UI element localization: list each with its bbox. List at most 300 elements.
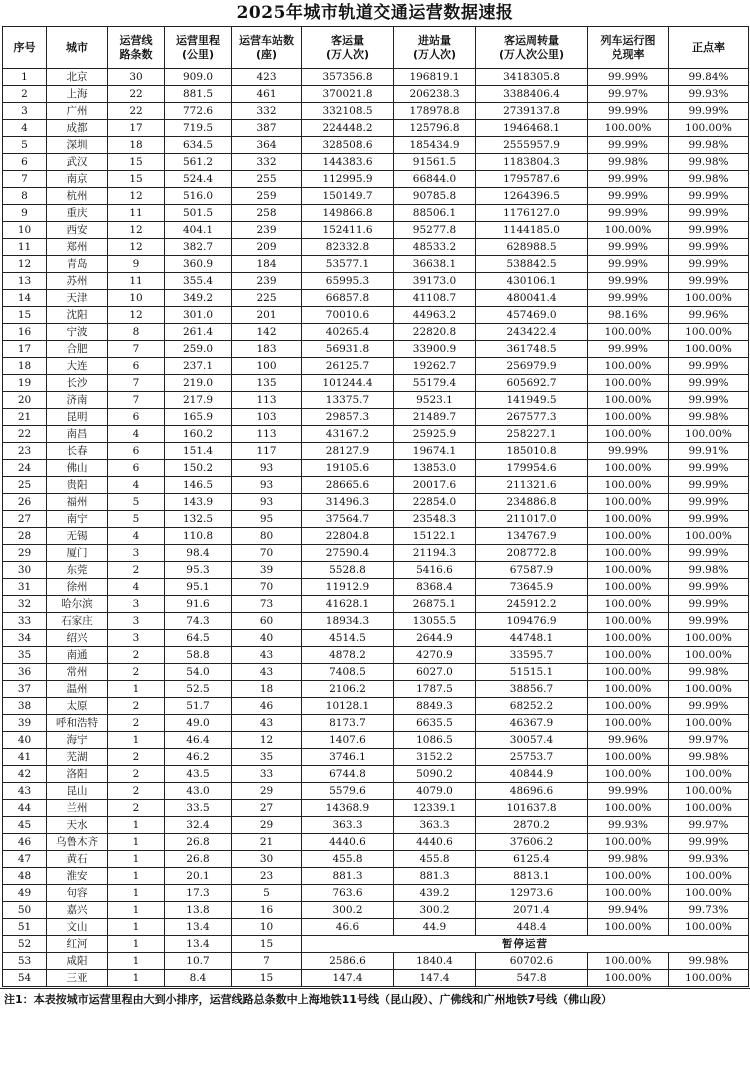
table-row [3,120,749,137]
table-cell: 4440.6 [302,834,394,851]
table-row [3,392,749,409]
table-cell: 3418305.8 [476,69,588,86]
table-cell: 99.84% [669,69,749,86]
column-header [669,27,749,69]
table-cell: 259.0 [165,341,232,358]
table-cell: 33 [3,613,47,630]
table-cell: 6 [108,460,165,477]
table-cell: 43 [232,715,302,732]
table-cell: 2586.6 [302,953,394,970]
city-cell: 深圳 [47,137,108,154]
table-cell: 44.9 [394,919,476,936]
table-row [3,494,749,511]
city-cell: 南昌 [47,426,108,443]
table-cell: 100.00% [588,953,669,970]
table-cell: 98.4 [165,545,232,562]
column-header-text: (万人次) [412,47,457,61]
column-header [302,27,394,69]
table-cell: 70010.6 [302,307,394,324]
table-cell: 480041.4 [476,290,588,307]
table-cell: 6125.4 [476,851,588,868]
table-cell: 12 [108,239,165,256]
table-row [3,647,749,664]
table-cell: 144383.6 [302,154,394,171]
table-cell: 2 [108,647,165,664]
table-cell: 8 [3,188,47,205]
table-cell: 4270.9 [394,647,476,664]
column-header-text: 列车运行图 [600,33,656,47]
table-cell: 99.93% [669,851,749,868]
city-cell: 成都 [47,120,108,137]
table-cell: 24 [3,460,47,477]
table-cell: 19674.1 [394,443,476,460]
table-cell: 100.00% [588,494,669,511]
table-cell: 22804.8 [302,528,394,545]
table-cell: 100.00% [588,579,669,596]
table-cell: 12 [3,256,47,273]
table-cell: 7 [108,375,165,392]
table-cell: 2 [108,766,165,783]
table-cell: 100.00% [588,834,669,851]
table-row [3,273,749,290]
table-cell: 5 [3,137,47,154]
table-row [3,970,749,987]
city-cell: 石家庄 [47,613,108,630]
table-cell: 100.00% [588,919,669,936]
table-row [3,171,749,188]
table-cell: 100.00% [669,868,749,885]
table-cell: 561.2 [165,154,232,171]
table-cell: 628988.5 [476,239,588,256]
table-cell: 4 [108,477,165,494]
table-cell: 100.00% [588,613,669,630]
table-cell: 19105.6 [302,460,394,477]
table-cell: 100.00% [588,715,669,732]
city-cell: 福州 [47,494,108,511]
table-cell: 9523.1 [394,392,476,409]
table-cell: 29857.3 [302,409,394,426]
table-cell: 8 [108,324,165,341]
table-cell: 22 [108,103,165,120]
table-cell: 12 [108,307,165,324]
table-cell: 2 [108,562,165,579]
table-cell: 219.0 [165,375,232,392]
column-header [232,27,302,69]
table-cell: 99.99% [588,783,669,800]
table-cell: 100.00% [588,222,669,239]
table-cell: 245912.2 [476,596,588,613]
table-cell: 8.4 [165,970,232,987]
table-cell: 30057.4 [476,732,588,749]
table-row [3,375,749,392]
column-header-text: (万人次公里) [498,47,565,61]
table-cell: 99.99% [669,375,749,392]
table-row [3,511,749,528]
table-cell: 41 [3,749,47,766]
table-cell: 100.00% [669,715,749,732]
table-cell: 634.5 [165,137,232,154]
table-cell: 7 [3,171,47,188]
table-cell: 100.00% [669,783,749,800]
table-cell: 70 [232,545,302,562]
table-row [3,783,749,800]
table-row [3,868,749,885]
table-cell: 110.8 [165,528,232,545]
footnote: 注1：本表按城市运营里程由大到小排序，运营线路总条数中上海地铁11号线（昆山段）、广佛线和广州地铁7号线（佛山段） [0,988,750,1009]
table-cell: 99.98% [588,154,669,171]
table-cell: 21 [232,834,302,851]
table-cell: 100.00% [669,324,749,341]
table-cell: 37 [3,681,47,698]
table-cell: 132.5 [165,511,232,528]
column-header-text: (万人次) [325,47,370,61]
table-cell: 39 [3,715,47,732]
table-cell: 44963.2 [394,307,476,324]
table-cell: 6744.8 [302,766,394,783]
city-cell: 无锡 [47,528,108,545]
table-cell: 98.16% [588,307,669,324]
table-cell: 150149.7 [302,188,394,205]
table-cell: 99.99% [669,477,749,494]
table-cell: 6 [108,409,165,426]
table-cell: 11 [108,205,165,222]
table-cell: 29 [3,545,47,562]
table-cell: 88506.1 [394,205,476,222]
table-cell: 48533.2 [394,239,476,256]
table-cell: 90785.8 [394,188,476,205]
table-cell: 12339.1 [394,800,476,817]
table-cell: 8849.3 [394,698,476,715]
table-cell: 117 [232,443,302,460]
table-cell: 239 [232,273,302,290]
table-cell: 237.1 [165,358,232,375]
table-cell: 259 [232,188,302,205]
table-cell: 100.00% [588,545,669,562]
table-cell: 100.00% [588,800,669,817]
table-cell: 30 [232,851,302,868]
table-cell: 10.7 [165,953,232,970]
table-cell: 27590.4 [302,545,394,562]
city-cell: 长沙 [47,375,108,392]
column-header-text: (座) [255,47,278,61]
table-cell: 51515.1 [476,664,588,681]
table-cell: 29 [232,783,302,800]
table-cell: 332 [232,103,302,120]
table-cell: 243422.4 [476,324,588,341]
table-row [3,749,749,766]
table-cell: 100.00% [588,375,669,392]
table-cell: 7408.5 [302,664,394,681]
table-cell: 100.00% [588,511,669,528]
table-cell: 27 [232,800,302,817]
table-cell: 256979.9 [476,358,588,375]
table-cell: 21194.3 [394,545,476,562]
table-cell: 430106.1 [476,273,588,290]
table-cell: 1840.4 [394,953,476,970]
table-cell: 18 [3,358,47,375]
table-cell: 31 [3,579,47,596]
table-cell: 103 [232,409,302,426]
table-cell: 206238.3 [394,86,476,103]
table-cell: 99.97% [669,817,749,834]
table-cell: 261.4 [165,324,232,341]
table-cell: 3 [108,596,165,613]
table-cell: 184 [232,256,302,273]
table-row [3,919,749,936]
city-cell: 郑州 [47,239,108,256]
table-cell: 46.2 [165,749,232,766]
table-cell: 12 [108,188,165,205]
city-cell: 南宁 [47,511,108,528]
table-cell: 40 [3,732,47,749]
table-cell: 43167.2 [302,426,394,443]
table-cell: 99.99% [669,511,749,528]
table-cell: 3746.1 [302,749,394,766]
table-row [3,681,749,698]
table-row [3,222,749,239]
table-cell: 51.7 [165,698,232,715]
table-cell: 772.6 [165,103,232,120]
table-cell: 53577.1 [302,256,394,273]
table-cell: 73645.9 [476,579,588,596]
table-cell: 100.00% [669,970,749,987]
table-cell: 7 [108,341,165,358]
table-row [3,154,749,171]
table-row [3,307,749,324]
table-cell: 40265.4 [302,324,394,341]
table-cell: 1946468.1 [476,120,588,137]
table-cell: 58.8 [165,647,232,664]
table-cell: 5 [108,511,165,528]
table-cell: 258227.1 [476,426,588,443]
header-row [3,27,749,69]
table-cell: 6 [108,443,165,460]
table-cell: 99.98% [669,749,749,766]
table-cell: 99.99% [669,579,749,596]
table-cell: 99.99% [669,239,749,256]
table-cell: 2555957.9 [476,137,588,154]
table-cell: 100.00% [669,341,749,358]
table-cell: 1 [3,69,47,86]
table-cell: 1086.5 [394,732,476,749]
table-cell: 99.99% [588,103,669,120]
table-cell: 44748.1 [476,630,588,647]
city-cell: 青岛 [47,256,108,273]
table-cell: 30 [3,562,47,579]
city-cell: 广州 [47,103,108,120]
table-cell: 185434.9 [394,137,476,154]
table-cell: 2 [108,800,165,817]
table-cell: 99.98% [669,562,749,579]
table-cell: 100.00% [669,630,749,647]
table-cell: 33900.9 [394,341,476,358]
data-table [2,26,749,987]
table-cell: 99.96% [588,732,669,749]
table-cell: 15 [232,970,302,987]
table-row [3,137,749,154]
table-cell: 267577.3 [476,409,588,426]
table-row [3,239,749,256]
table-cell: 99.91% [669,443,749,460]
table-cell: 99.99% [669,256,749,273]
table-cell: 43 [232,647,302,664]
table-cell: 141949.5 [476,392,588,409]
table-cell: 26125.7 [302,358,394,375]
table-cell: 151.4 [165,443,232,460]
table-cell: 26.8 [165,834,232,851]
table-cell: 2 [108,783,165,800]
table-cell: 1 [108,970,165,987]
table-cell: 146.5 [165,477,232,494]
table-cell: 3 [108,545,165,562]
table-cell: 99.99% [669,103,749,120]
table-cell: 7 [232,953,302,970]
table-cell: 43.0 [165,783,232,800]
city-cell: 常州 [47,664,108,681]
table-cell: 3 [108,613,165,630]
table-row [3,851,749,868]
table-cell: 150.2 [165,460,232,477]
table-cell: 21 [3,409,47,426]
table-header [3,27,749,69]
table-cell: 48696.6 [476,783,588,800]
table-cell: 100.00% [588,868,669,885]
table-cell: 183 [232,341,302,358]
table-cell: 1 [108,681,165,698]
table-cell: 25753.7 [476,749,588,766]
table-cell: 211017.0 [476,511,588,528]
table-cell: 99.99% [588,171,669,188]
city-cell: 绍兴 [47,630,108,647]
city-cell: 合肥 [47,341,108,358]
table-cell: 1264396.5 [476,188,588,205]
table-cell: 547.8 [476,970,588,987]
table-cell: 74.3 [165,613,232,630]
table-cell: 100 [232,358,302,375]
table-cell: 93 [232,477,302,494]
table-cell: 6 [108,358,165,375]
table-cell: 5 [108,494,165,511]
table-row [3,426,749,443]
table-cell: 23 [3,443,47,460]
table-cell: 41108.7 [394,290,476,307]
table-row [3,443,749,460]
table-cell: 14368.9 [302,800,394,817]
table-cell: 135 [232,375,302,392]
table-cell: 99.99% [669,273,749,290]
table-cell: 36638.1 [394,256,476,273]
city-cell: 苏州 [47,273,108,290]
table-row [3,409,749,426]
table-cell: 41628.1 [302,596,394,613]
table-cell: 160.2 [165,426,232,443]
table-cell: 46.6 [302,919,394,936]
table-cell: 2 [108,698,165,715]
table-cell: 909.0 [165,69,232,86]
table-cell: 4878.2 [302,647,394,664]
table-cell: 208772.8 [476,545,588,562]
table-cell: 99.98% [669,953,749,970]
column-header [108,27,165,69]
table-cell: 53 [3,953,47,970]
table-cell: 99.99% [588,443,669,460]
table-cell: 19262.7 [394,358,476,375]
table-row [3,936,749,953]
table-cell: 9 [3,205,47,222]
table-cell: 54.0 [165,664,232,681]
table-cell: 99.99% [669,545,749,562]
table-cell: 30 [108,69,165,86]
table-cell: 423 [232,69,302,86]
table-row [3,256,749,273]
table-cell: 33.5 [165,800,232,817]
table-cell: 149866.8 [302,205,394,222]
table-cell: 217.9 [165,392,232,409]
table-cell: 95277.8 [394,222,476,239]
table-cell: 113 [232,392,302,409]
table-cell: 100.00% [588,885,669,902]
table-cell: 328508.6 [302,137,394,154]
table-cell: 14 [3,290,47,307]
table-cell: 5528.8 [302,562,394,579]
table-cell: 82332.8 [302,239,394,256]
table-cell: 35 [232,749,302,766]
table-cell: 99.99% [669,613,749,630]
table-cell: 99.99% [669,494,749,511]
table-cell: 211321.6 [476,477,588,494]
table-cell: 22820.8 [394,324,476,341]
table-cell: 99.99% [669,834,749,851]
table-cell: 4514.5 [302,630,394,647]
table-cell: 100.00% [669,647,749,664]
table-cell: 99.99% [669,698,749,715]
table-cell: 4 [108,426,165,443]
table-cell: 55179.4 [394,375,476,392]
table-cell: 142 [232,324,302,341]
table-cell: 8173.7 [302,715,394,732]
table-cell: 31496.3 [302,494,394,511]
table-cell: 387 [232,120,302,137]
table-cell: 1 [108,851,165,868]
table-cell: 50 [3,902,47,919]
table-cell: 20017.6 [394,477,476,494]
table-cell: 524.4 [165,171,232,188]
city-cell: 淮安 [47,868,108,885]
table-cell: 32.4 [165,817,232,834]
table-cell: 364 [232,137,302,154]
table-cell: 99.98% [669,137,749,154]
table-cell: 101637.8 [476,800,588,817]
table-cell: 99.99% [669,188,749,205]
table-cell: 60702.6 [476,953,588,970]
table-row [3,86,749,103]
table-cell: 100.00% [669,766,749,783]
table-cell: 1144185.0 [476,222,588,239]
table-row [3,766,749,783]
city-cell: 嘉兴 [47,902,108,919]
table-cell: 99.73% [669,902,749,919]
table-cell: 1 [108,953,165,970]
table-cell: 332108.5 [302,103,394,120]
table-cell: 100.00% [588,409,669,426]
city-cell: 长春 [47,443,108,460]
table-cell: 448.4 [476,919,588,936]
table-cell: 3 [108,630,165,647]
table-cell: 234886.8 [476,494,588,511]
table-cell: 49 [3,885,47,902]
city-cell: 重庆 [47,205,108,222]
table-cell: 99.98% [669,664,749,681]
